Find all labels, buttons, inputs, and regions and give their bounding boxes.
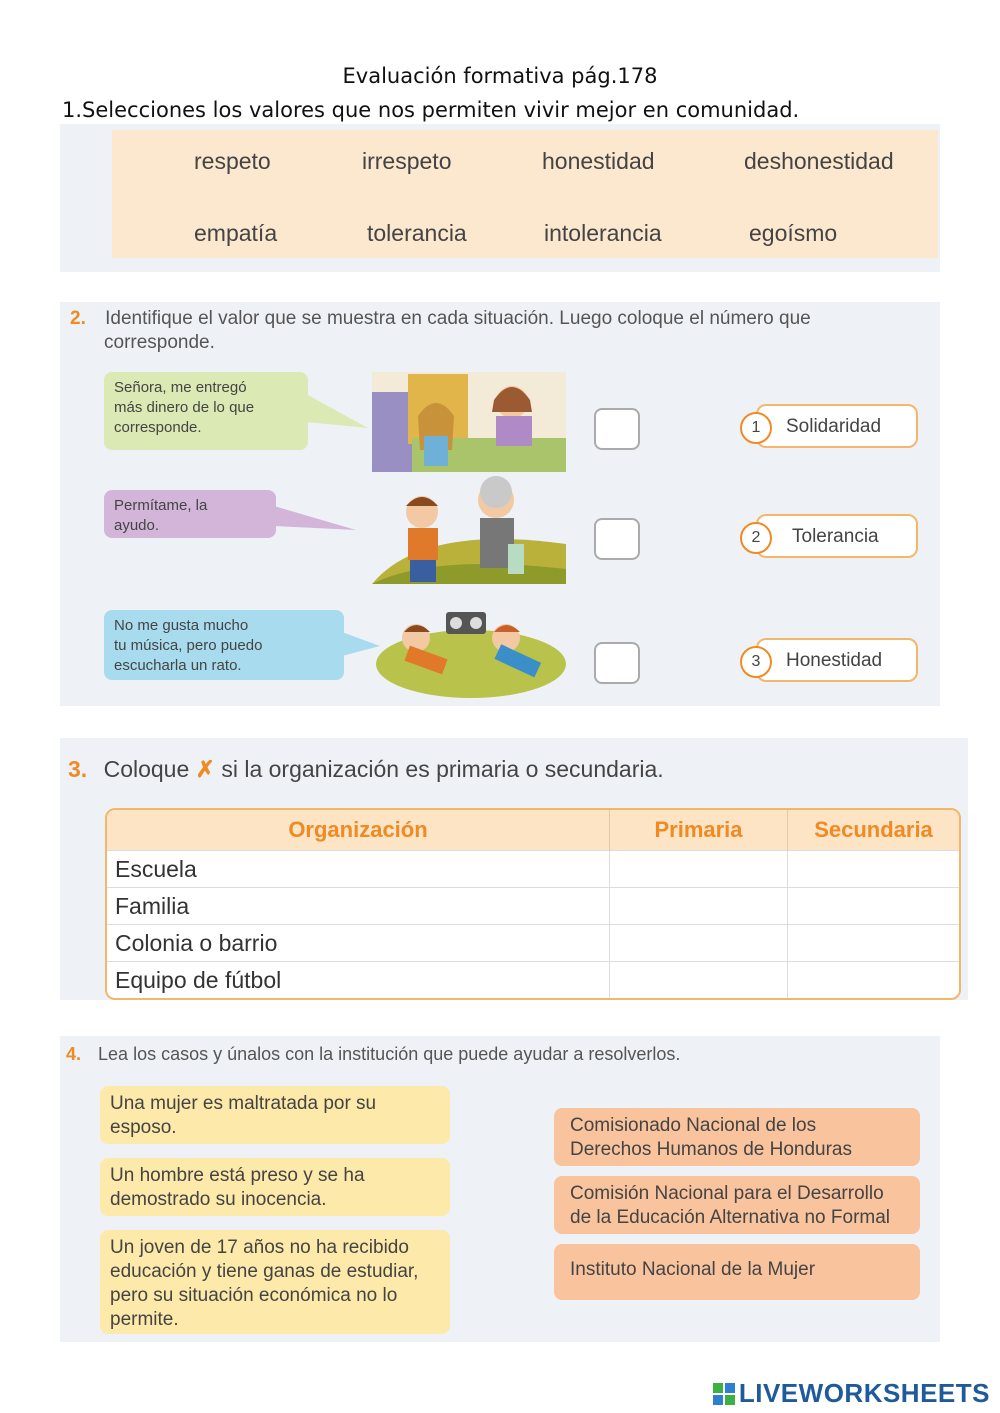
section-2-situations [60,302,940,706]
option-label-solidaridad: Solidaridad [786,416,882,437]
bubble-1-line2: más dinero de lo que [114,399,255,416]
x-mark-icon: ✗ [195,756,215,782]
question-3-instruction [68,756,664,783]
logo-text: LIVEWORKSHEETS [738,1378,990,1408]
cell-colonia-secundaria[interactable] [788,925,960,962]
header-organizacion: Organización [107,810,610,851]
question-3-text-before: Coloque [103,756,190,782]
option-number-3: 3 [740,646,772,678]
table-row [107,888,959,925]
row-label-escuela: Escuela [107,851,610,888]
row-label-equipo: Equipo de fútbol [107,962,610,999]
bubble-2-line1: Permítame, la [114,497,208,514]
value-option-egoismo[interactable]: egoísmo [749,220,838,246]
cell-familia-secundaria[interactable] [788,888,960,925]
values-word-bank [112,130,938,258]
value-option-irrespeto[interactable]: irrespeto [362,148,452,174]
option-label-tolerancia: Tolerancia [792,526,879,547]
institution-card-1[interactable] [554,1108,920,1166]
table-row [107,925,959,962]
section-4-cases [60,1036,940,1342]
option-number-2: 2 [740,522,772,554]
case-2-line2: demostrado su inocencia. [110,1189,327,1210]
answer-box-2[interactable] [594,518,640,560]
question-3-number: 3. [68,756,88,782]
bubble-2-line2: ayudo. [114,517,160,534]
illustration-helping-elder [372,474,566,584]
case-3-line2: educación y tiene ganas de estudiar, [110,1261,419,1282]
speech-bubble-1 [104,372,308,450]
row-label-colonia: Colonia o barrio [107,925,610,962]
row-label-familia: Familia [107,888,610,925]
illustration-store-scene [372,372,566,472]
case-card-3[interactable] [100,1230,450,1334]
bubble-1-tail [306,394,370,434]
question-4-text: Lea los casos y únalos con la institución que puede ayudar a resolverlos. [98,1044,681,1064]
speech-bubble-2 [104,490,276,538]
question-1-text: 1.Selecciones los valores que nos permiten vivir mejor en comunidad. [62,98,800,122]
cell-escuela-secundaria[interactable] [788,851,960,888]
question-2-number: 2. [70,308,86,329]
value-option-tolerancia[interactable]: tolerancia [367,220,467,246]
value-option-deshonestidad[interactable]: deshonestidad [744,148,894,174]
illustration-music-scene [376,608,566,700]
cell-escuela-primaria[interactable] [610,851,788,888]
question-2-line2: corresponde. [104,332,215,353]
value-option-intolerancia[interactable]: intolerancia [544,220,662,246]
value-option-empatia[interactable]: empatía [194,220,278,246]
bubble-1-line3: corresponde. [114,419,202,436]
bubble-2-tail [274,506,358,536]
liveworksheets-logo [713,1378,990,1409]
institution-3-line1: Instituto Nacional de la Mujer [570,1259,816,1280]
case-1-line2: esposo. [110,1117,177,1138]
case-3-line4: permite. [110,1309,179,1330]
case-card-2[interactable] [100,1158,450,1216]
question-2-instruction [70,308,811,330]
case-1-line1: Una mujer es maltratada por su [110,1093,377,1114]
table-row [107,962,959,999]
bubble-3-line1: No me gusta mucho [114,617,249,634]
bubble-1-line1: Señora, me entregó [114,379,247,396]
speech-bubble-3 [104,610,344,680]
institution-2-line2: de la Educación Alternativa no Formal [570,1207,891,1228]
institution-1-line2: Derechos Humanos de Honduras [570,1139,852,1160]
value-option-respeto[interactable]: respeto [194,148,271,174]
institution-card-3[interactable] [554,1244,920,1300]
organization-table [105,808,961,1000]
case-2-line1: Un hombre está preso y se ha [110,1165,365,1186]
institution-2-line1: Comisión Nacional para el Desarrollo [570,1183,884,1204]
answer-box-3[interactable] [594,642,640,684]
answer-box-1[interactable] [594,408,640,450]
header-primaria: Primaria [610,810,788,851]
section-1-values [60,124,940,272]
institution-1-line1: Comisionado Nacional de los [570,1115,817,1136]
case-3-line1: Un joven de 17 años no ha recibido [110,1237,409,1258]
logo-icon [713,1383,735,1405]
question-4-instruction [66,1044,680,1065]
option-number-1: 1 [740,412,772,444]
option-label-honestidad: Honestidad [786,650,883,671]
institution-card-2[interactable] [554,1176,920,1234]
question-3-text-after: si la organización es primaria o secundaria. [221,756,664,782]
case-card-1[interactable] [100,1086,450,1144]
bubble-3-line2: tu música, pero puedo [114,637,263,654]
cell-equipo-primaria[interactable] [610,962,788,999]
header-secundaria: Secundaria [788,810,960,851]
bubble-3-line3: escucharla un rato. [114,657,242,674]
table-row [107,851,959,888]
cell-familia-primaria[interactable] [610,888,788,925]
question-2-line1: Identifique el valor que se muestra en cada situación. Luego coloque el número que [105,308,811,329]
cell-colonia-primaria[interactable] [610,925,788,962]
question-4-number: 4. [66,1044,82,1064]
value-option-honestidad[interactable]: honestidad [542,148,655,174]
page-title: Evaluación formativa pág.178 [342,64,658,88]
cell-equipo-secundaria[interactable] [788,962,960,999]
case-3-line3: pero su situación económica no lo [110,1285,398,1306]
